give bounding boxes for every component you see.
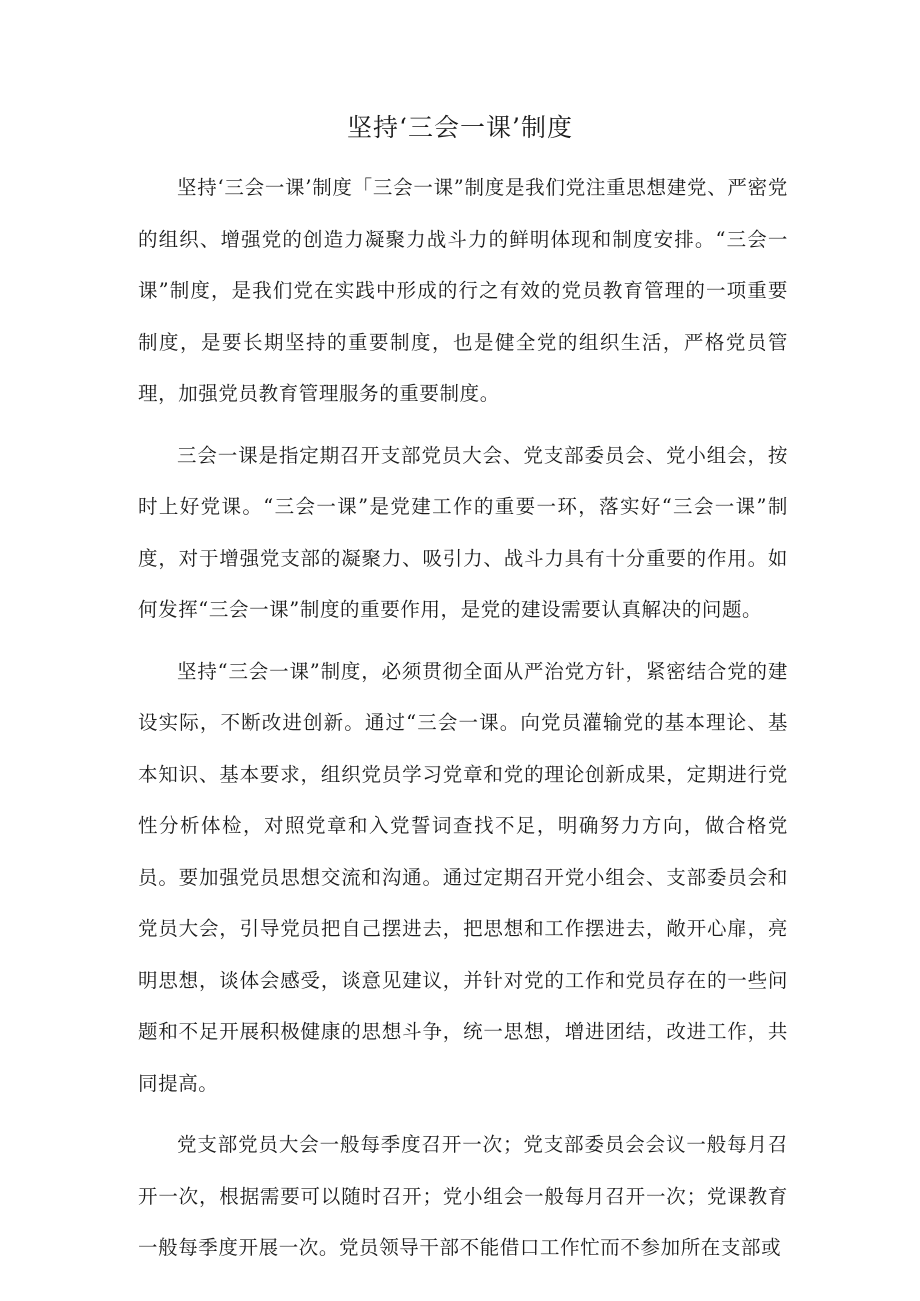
- paragraph-3: 坚持“三会一课”制度，必须贯彻全面从严治党方针，紧密结合党的建设实际，不断改进创新。通过“三会一课。向党员灌输党的基本理论、基本知识、基本要求，组织党员学习党章和党的理论创新成果，定期进行党性分析体检，对照党章和入党誓词查找不足，明确努力方向，做合格党员。要加强党员思想交流和沟通。通过定期召开党小组会、支部委员会和党员大会，引导党员把自己摆进去，把思想和工作摆进去，敞开心扉，亮明思想，谈体会感受，谈意见建议，并针对党的工作和党员存在的一些问题和不足开展积极健康的思想斗争，统一思想，增进团结，改进工作，共同提高。: [138, 659, 788, 1095]
- paragraph-1: 坚持‘三会一课’制度「三会一课”制度是我们党注重思想建党、严密党的组织、增强党的创造力凝聚力战斗力的鲜明体现和制度安排。“三会一课”制度，是我们党在实践中形成的行之有效的党员教育管理的一项重要制度，是要长期坚持的重要制度，也是健全党的组织生活，严格党员管理，加强党员教育管理服务的重要制度。: [138, 176, 788, 405]
- document-body: [138, 162, 788, 1284]
- document-title: 坚持‘三会一课’制度: [347, 113, 573, 142]
- paragraph-2: 三会一课是指定期召开支部党员大会、党支部委员会、党小组会，按时上好党课。“三会一课”是党建工作的重要一环，落实好“三会一课”制度，对于增强党支部的凝聚力、吸引力、战斗力具有十分重要的作用。如何发挥“三会一课”制度的重要作用，是党的建设需要认真解决的问题。: [138, 443, 788, 621]
- paragraph-4: 党支部党员大会一般每季度召开一次；党支部委员会会议一般每月召开一次，根据需要可以随时召开；党小组会一般每月召开一次；党课教育一般每季度开展一次。党员领导干部不能借口工作忙而不参加所在支部或: [138, 1133, 788, 1259]
